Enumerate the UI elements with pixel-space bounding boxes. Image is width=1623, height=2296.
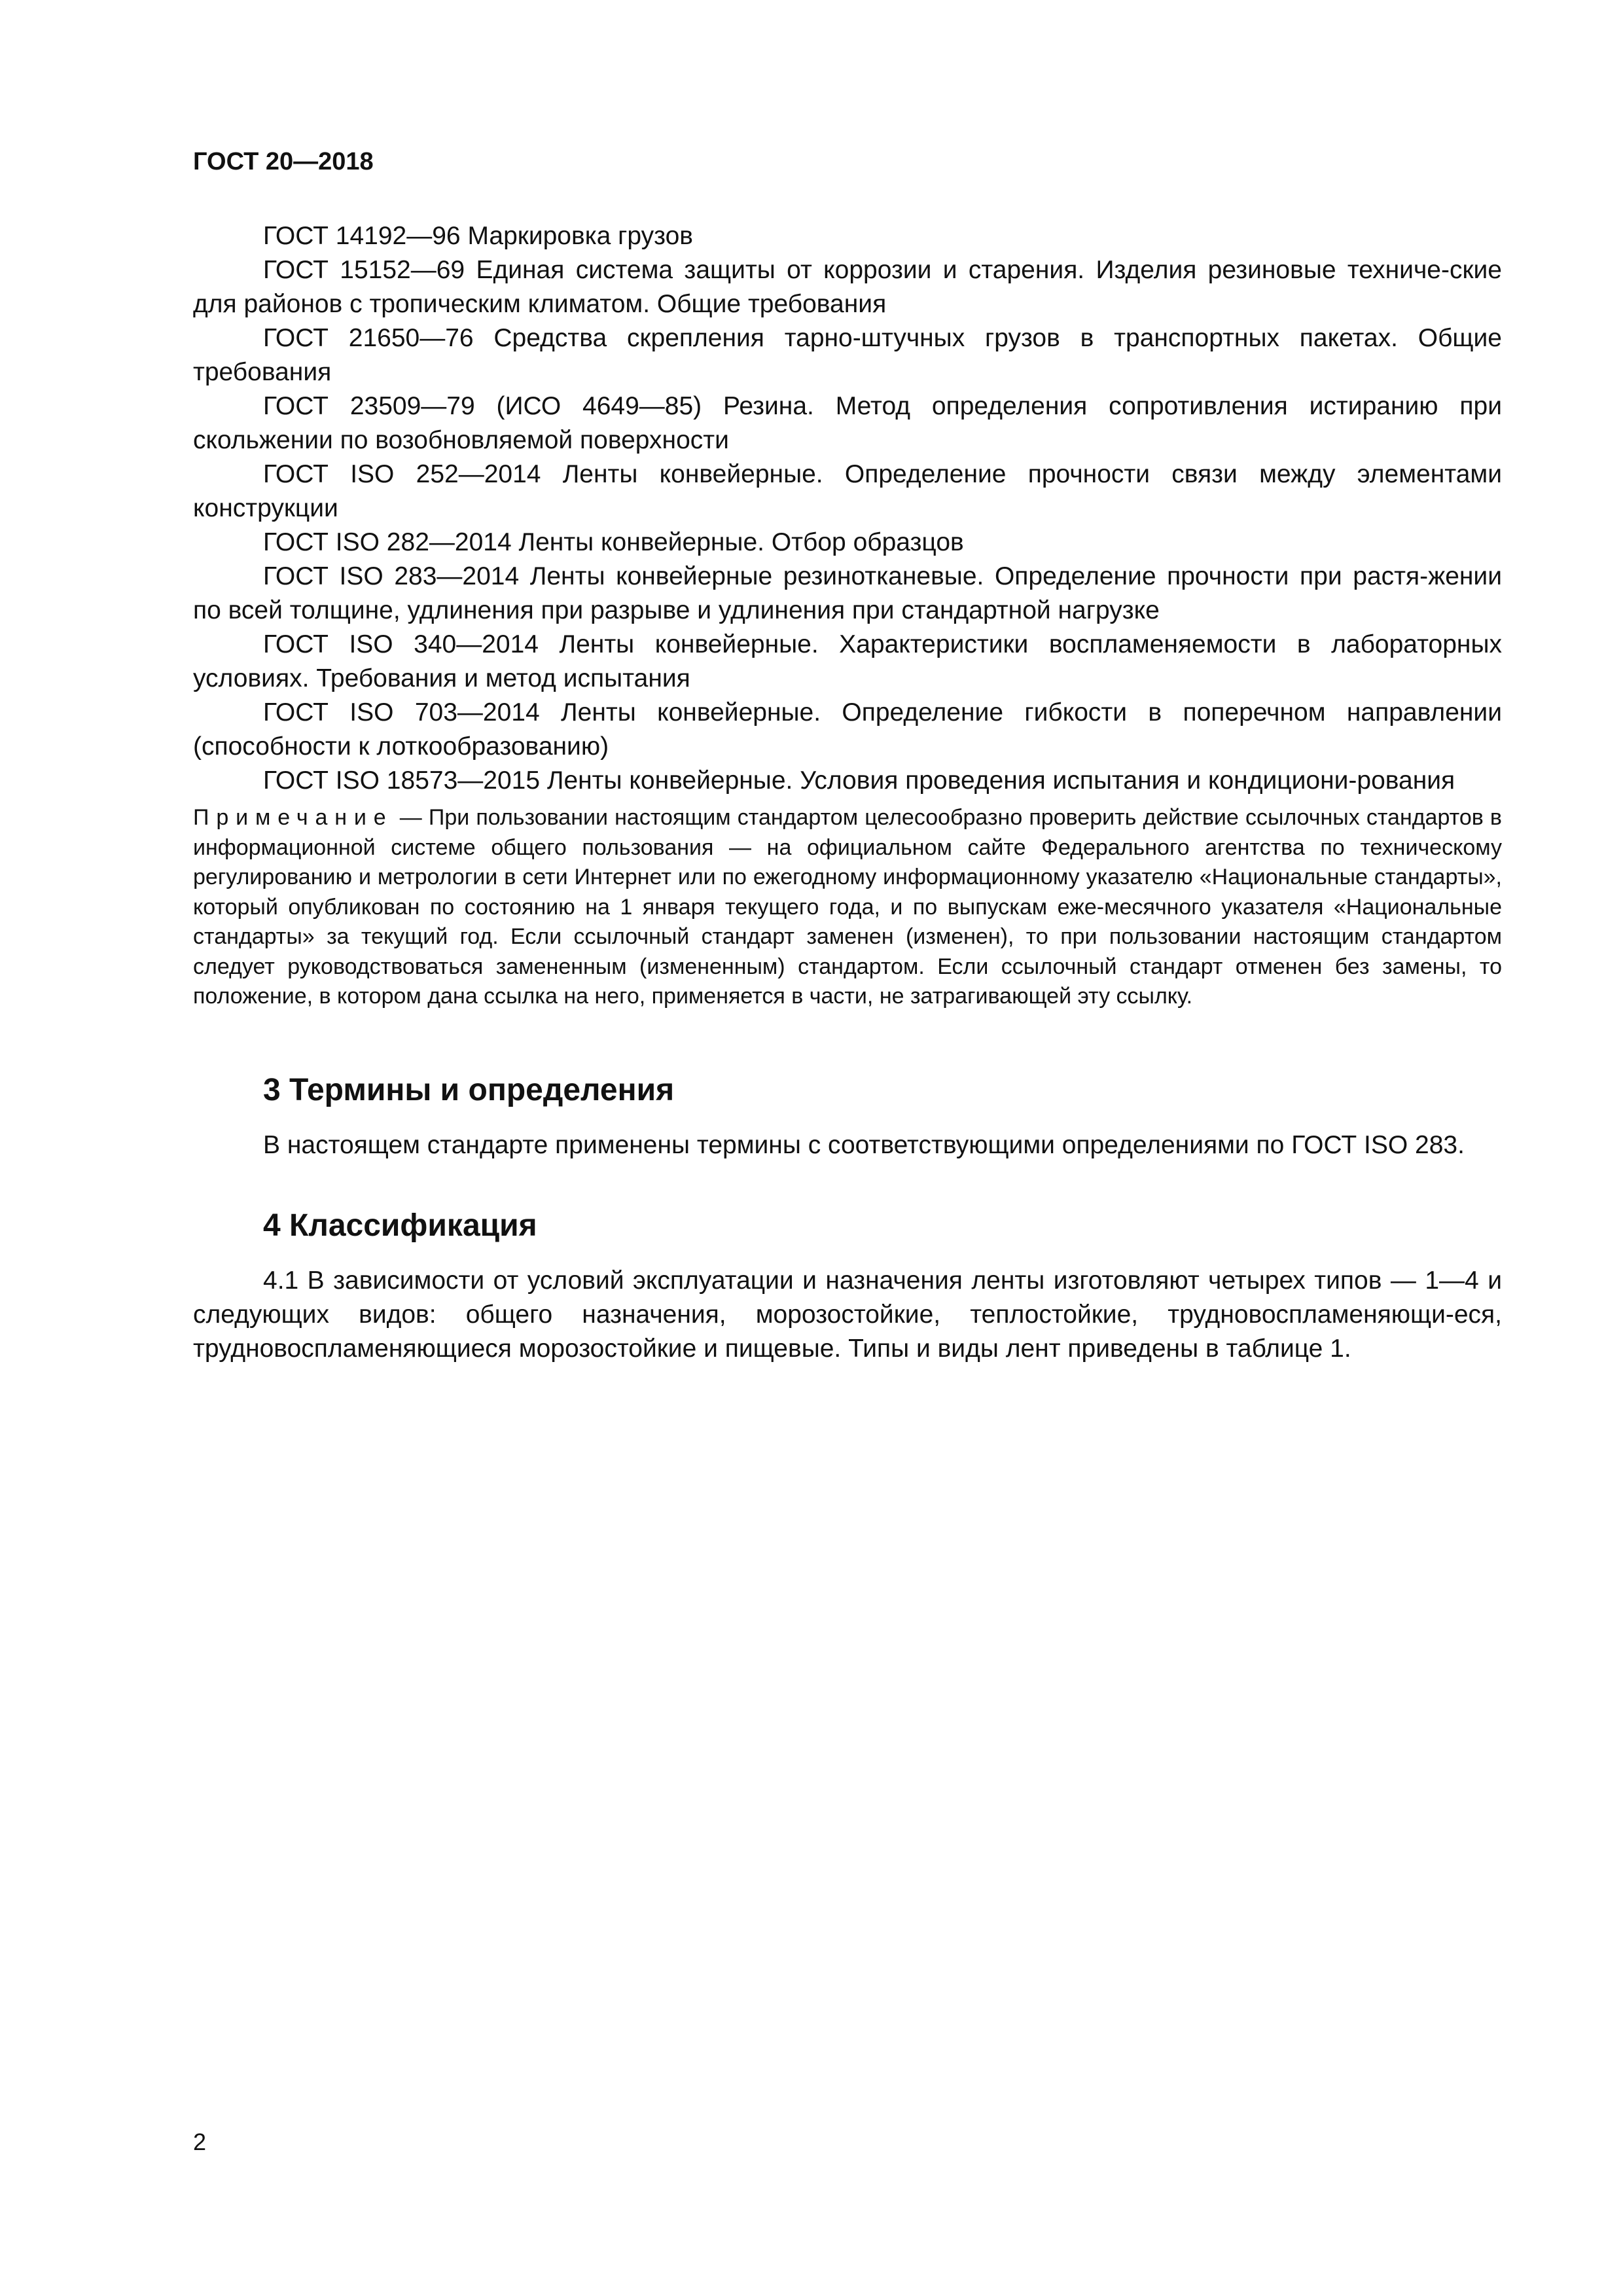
page-number: 2 — [193, 2128, 207, 2155]
note-text: — При пользовании настоящим стандартом целесообразно проверить действие ссылочных стандартов в информационной системе общего пользования — на официальном сайте Федерального агентства по техническому регулированию и метрологии в сети Интернет или по ежегодному информационному указателю «Национальные стандарты», который опубликован по состоянию на 1 января текущего года, и по выпускам еже-месячного указателя «Национальные стандарты» за текущий год. Если ссылочный стандарт заменен (изменен), то при пользовании настоящим стандартом следует руководствоваться замененным (измененным) стандартом. Если ссылочный стандарт отменен без замены, то положение, в котором дана ссылка на него, применяется в части, не затрагивающей эту ссылку. — [193, 805, 1502, 1009]
reference-item: ГОСТ 15152—69 Единая система защиты от коррозии и старения. Изделия резиновые техниче-ские для районов с тропическим климатом. Общие требования — [193, 256, 1502, 318]
reference-item: ГОСТ 23509—79 (ИСО 4649—85) Резина. Метод определения сопротивления истиранию при скольжении по возобновляемой поверхности — [193, 392, 1502, 454]
reference-item: ГОСТ ISO 340—2014 Ленты конвейерные. Характеристики воспламеняемости в лабораторных условиях. Требования и метод испытания — [193, 630, 1502, 692]
reference-item: ГОСТ ISO 703—2014 Ленты конвейерные. Определение гибкости в поперечном направлении (способности к лоткообразованию) — [193, 698, 1502, 761]
section-4-title: 4 Классификация — [263, 1208, 537, 1243]
section-3-title: 3 Термины и определения — [263, 1072, 675, 1107]
section-4-text: 4.1 В зависимости от условий эксплуатации и назначения ленты изготовляют четырех типов — 1—4 и следующих видов: общего назначения, морозостойкие, теплостойкие, трудновоспламеняющи-еся, трудновоспламеняющиеся морозостойкие и пищевые. Типы и виды лент приведены в таблице 1. — [193, 1266, 1502, 1363]
note-label: Примечание — [193, 805, 393, 830]
reference-item: ГОСТ 21650—76 Средства скрепления тарно-штучных грузов в транспортных пакетах. Общие требования — [193, 324, 1502, 386]
page-content — [193, 219, 1502, 1366]
reference-item: ГОСТ ISO 18573—2015 Ленты конвейерные. Условия проведения испытания и кондициони-рования — [263, 766, 1455, 795]
reference-item: ГОСТ ISO 252—2014 Ленты конвейерные. Определение прочности связи между элементами конструкции — [193, 460, 1502, 522]
section-3-text: В настоящем стандарте применены термины с соответствующими определениями по ГОСТ ISO 283. — [263, 1130, 1465, 1159]
reference-item: ГОСТ ISO 283—2014 Ленты конвейерные резинотканевые. Определение прочности при растя-жении по всей толщине, удлинения при разрыве и удлинения при стандартной нагрузке — [193, 562, 1502, 624]
reference-item: ГОСТ ISO 282—2014 Ленты конвейерные. Отбор образцов — [263, 528, 964, 556]
reference-item: ГОСТ 14192—96 Маркировка грузов — [263, 222, 693, 250]
normative-references-list — [193, 219, 1502, 798]
document-header: ГОСТ 20—2018 — [193, 148, 374, 175]
note-paragraph — [193, 803, 1502, 1012]
